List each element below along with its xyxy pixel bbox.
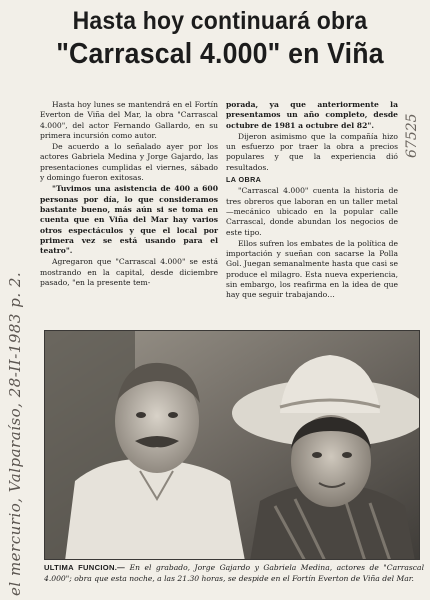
headline-line-1: Hasta hoy continuará obra — [72, 7, 368, 35]
news-photo — [44, 330, 420, 560]
photo-caption — [44, 563, 424, 584]
article-quote-continued: porada, ya que anteriormente la presentamos un año completo, desde octubre de 1981 a octubre del 82". — [226, 100, 398, 130]
article-quote: "Tuvimos una asistencia de 400 a 600 personas por día, lo que consideramos bastante bueno, más aún si se toma en cuenta que en Viña del Mar hay varios otros espectáculos y que el local por primera vez se está usando para el teatro". — [40, 184, 218, 256]
article-paragraph: "Carrascal 4.000" cuenta la historia de tres obreros que laboran en un taller metal—mecánico ubicado en la popular calle Carrascal, donde abundan los negocios de este tipo. — [226, 186, 398, 237]
caption-lead: ULTIMA FUNCION.— — [44, 563, 126, 572]
article-paragraph: Agregaron que "Carrascal 4.000" se está mostrando en la capital, desde diciembre pasado, "en la presente tem- — [40, 257, 218, 288]
handwritten-catalog-number-text: 67525 — [404, 113, 420, 158]
section-subhead: LA OBRA — [226, 175, 262, 185]
headline-line-2: "Carrascal 4.000" en Viña — [56, 38, 384, 70]
caption-text: En el grabado, Jorge Gajardo y Gabriela Medina, actores de "Carrascal 4.000"; obra que esta noche, a las 21.30 horas, se despide en el Fortín Everton de Viña del Mar. — [44, 563, 425, 583]
article-paragraph: Dijeron asimismo que la compañía hizo un esfuerzo por traer la obra a precios populares y que la experiencia dió resultados. — [226, 131, 398, 172]
article-paragraph: Ellos sufren los embates de la política de importación y sueñan con sacarse la Polla Gol. Juegan semanalmente hasta que casi se produce el milagro. Esta nueva experiencia, sin embargo, los reafirma en la idea de que hay que seguir trabajando… — [226, 238, 398, 300]
article-column-right — [226, 100, 398, 302]
handwritten-citation — [2, 0, 38, 596]
article-column-left — [40, 100, 218, 289]
article-paragraph: De acuerdo a lo señalado ayer por los actores Gabriela Medina y Jorge Gajardo, las presentaciones cumplidas el viernes, sábado y domingo fueron exitosas. — [40, 142, 218, 183]
handwritten-catalog-number — [402, 58, 426, 158]
headline — [54, 6, 385, 72]
handwritten-citation-text: el mercurio, Valparaíso, 28-II-1983 p. 2. — [6, 271, 24, 596]
article-paragraph: Hasta hoy lunes se mantendrá en el Fortín Everton de Viña del Mar, la obra "Carrascal 4.000", del actor Fernando Gallardo, en su primera incursión como autor. — [40, 100, 218, 140]
photo-illustration — [45, 331, 420, 560]
